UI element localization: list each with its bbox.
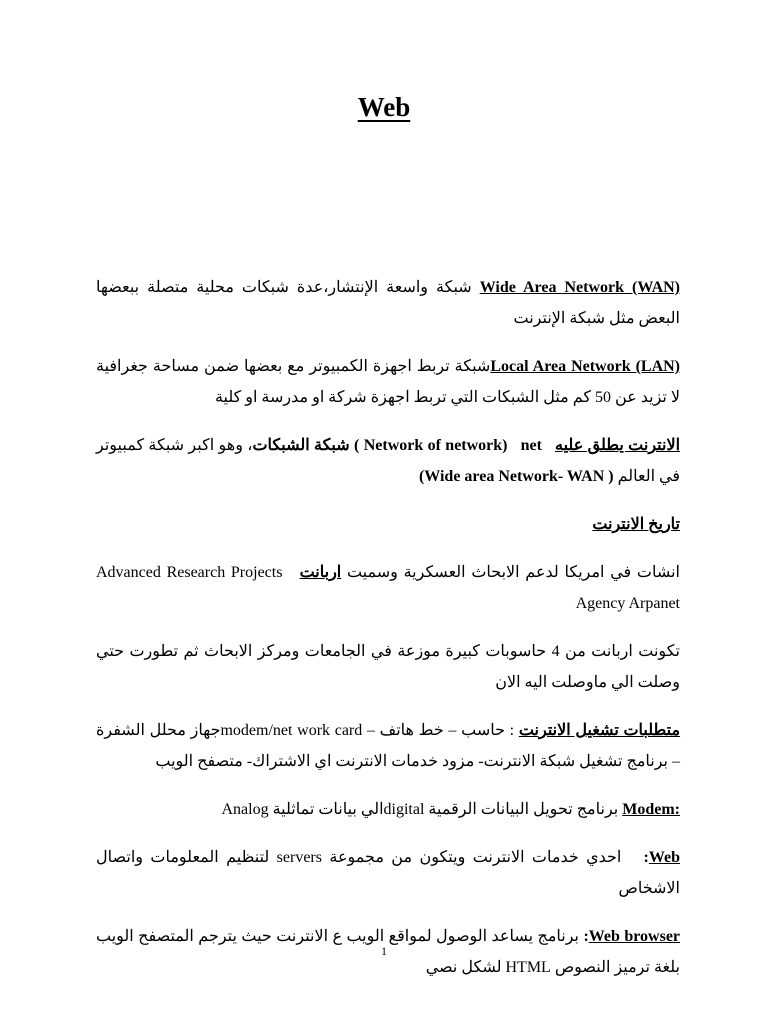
arpanet-name: اربانت [299, 564, 342, 581]
term-wan: Wide Area Network (WAN) [479, 279, 681, 296]
internet-bold-arabic: شبكة الشبكات [252, 437, 350, 454]
paragraph-wan [96, 272, 680, 334]
internet-wan: (Wide area Network- WAN ) [418, 468, 614, 485]
paragraph-internet [96, 430, 680, 492]
browser-colon: : [583, 928, 589, 945]
requirements-term: متطلبات تشغيل الانترنت [518, 722, 681, 739]
browser-text-before: برنامج يساعد الوصول لمواقع الويب ع الانترنت حيث يترجم المتصفح الويب بلغة ترميز النصوص [96, 928, 680, 976]
internet-rest: ، وهو اكبر شبكة كمبيوتر في العالم [96, 437, 680, 485]
paragraph-modem [96, 794, 680, 825]
browser-text-after: لشكل نصي [425, 959, 502, 976]
web-text-before: احدي خدمات الانترنت ويتكون من مجموعة [329, 849, 622, 866]
internet-lead: الانترنت يطلق عليه [555, 437, 681, 454]
modem-digital: digital [383, 801, 425, 818]
wan-definition: شبكة واسعة الإنتشار،عدة شبكات محلية متصلة ببعضها البعض مثل شبكة الإنترنت [96, 279, 680, 327]
browser-html: HTML [505, 959, 551, 976]
page-title: Web [357, 92, 411, 122]
paragraph-evolution [96, 636, 680, 698]
requirements-english: modem/net work card [220, 722, 363, 739]
modem-text-mid: الي بيانات تماثلية [272, 801, 384, 818]
term-lan: Local Area Network (LAN) [490, 358, 681, 375]
web-colon: : [643, 849, 649, 866]
paragraph-lan [96, 351, 680, 413]
web-text-after: لتنظيم المعلومات واتصال الاشخاص [96, 849, 680, 897]
requirements-text-before: : حاسب – خط هاتف – [366, 722, 515, 739]
internet-net: net [520, 437, 542, 454]
document-body [96, 272, 680, 1000]
history-heading: تاريخ الانترنت [592, 516, 680, 533]
web-servers: servers [276, 849, 322, 866]
lan-definition: شبكة تربط اجهزة الكمبيوتر مع بعضها ضمن مساحة جغرافية لا تزيد عن 50 كم مثل الشبكات التي تربط اجهزة شركة او مدرسة او كلية [96, 358, 680, 406]
paragraph-web [96, 842, 680, 904]
internet-english: ( Network of network) [354, 437, 508, 454]
modem-analog: Analog [221, 801, 269, 818]
arpanet-text: انشات في امريكا لدعم الابحاث العسكرية وسميت [346, 564, 680, 581]
web-term: Web [648, 849, 680, 866]
modem-text-before: برنامج تحويل البيانات الرقمية [428, 801, 619, 818]
browser-term: Web browser [588, 928, 681, 945]
paragraph-arpanet [96, 557, 680, 619]
paragraph-requirements [96, 715, 680, 777]
page-number: 1 [381, 944, 387, 958]
section-heading-history [96, 509, 680, 540]
modem-term: Modem: [622, 801, 680, 818]
evolution-text: تكونت اربانت من 4 حاسوبات كبيرة موزعة في الجامعات ومركز الابحاث ثم تطورت حتي وصلت الي ماوصلت اليه الان [96, 643, 680, 691]
requirements-text-after: جهاز محلل الشفرة – برنامج تشغيل شبكة الانترنت- مزود خدمات الانترنت اي الاشتراك- متصفح الويب [96, 722, 680, 770]
arpanet-english: Advanced Research Projects Agency Arpanet [96, 564, 680, 612]
